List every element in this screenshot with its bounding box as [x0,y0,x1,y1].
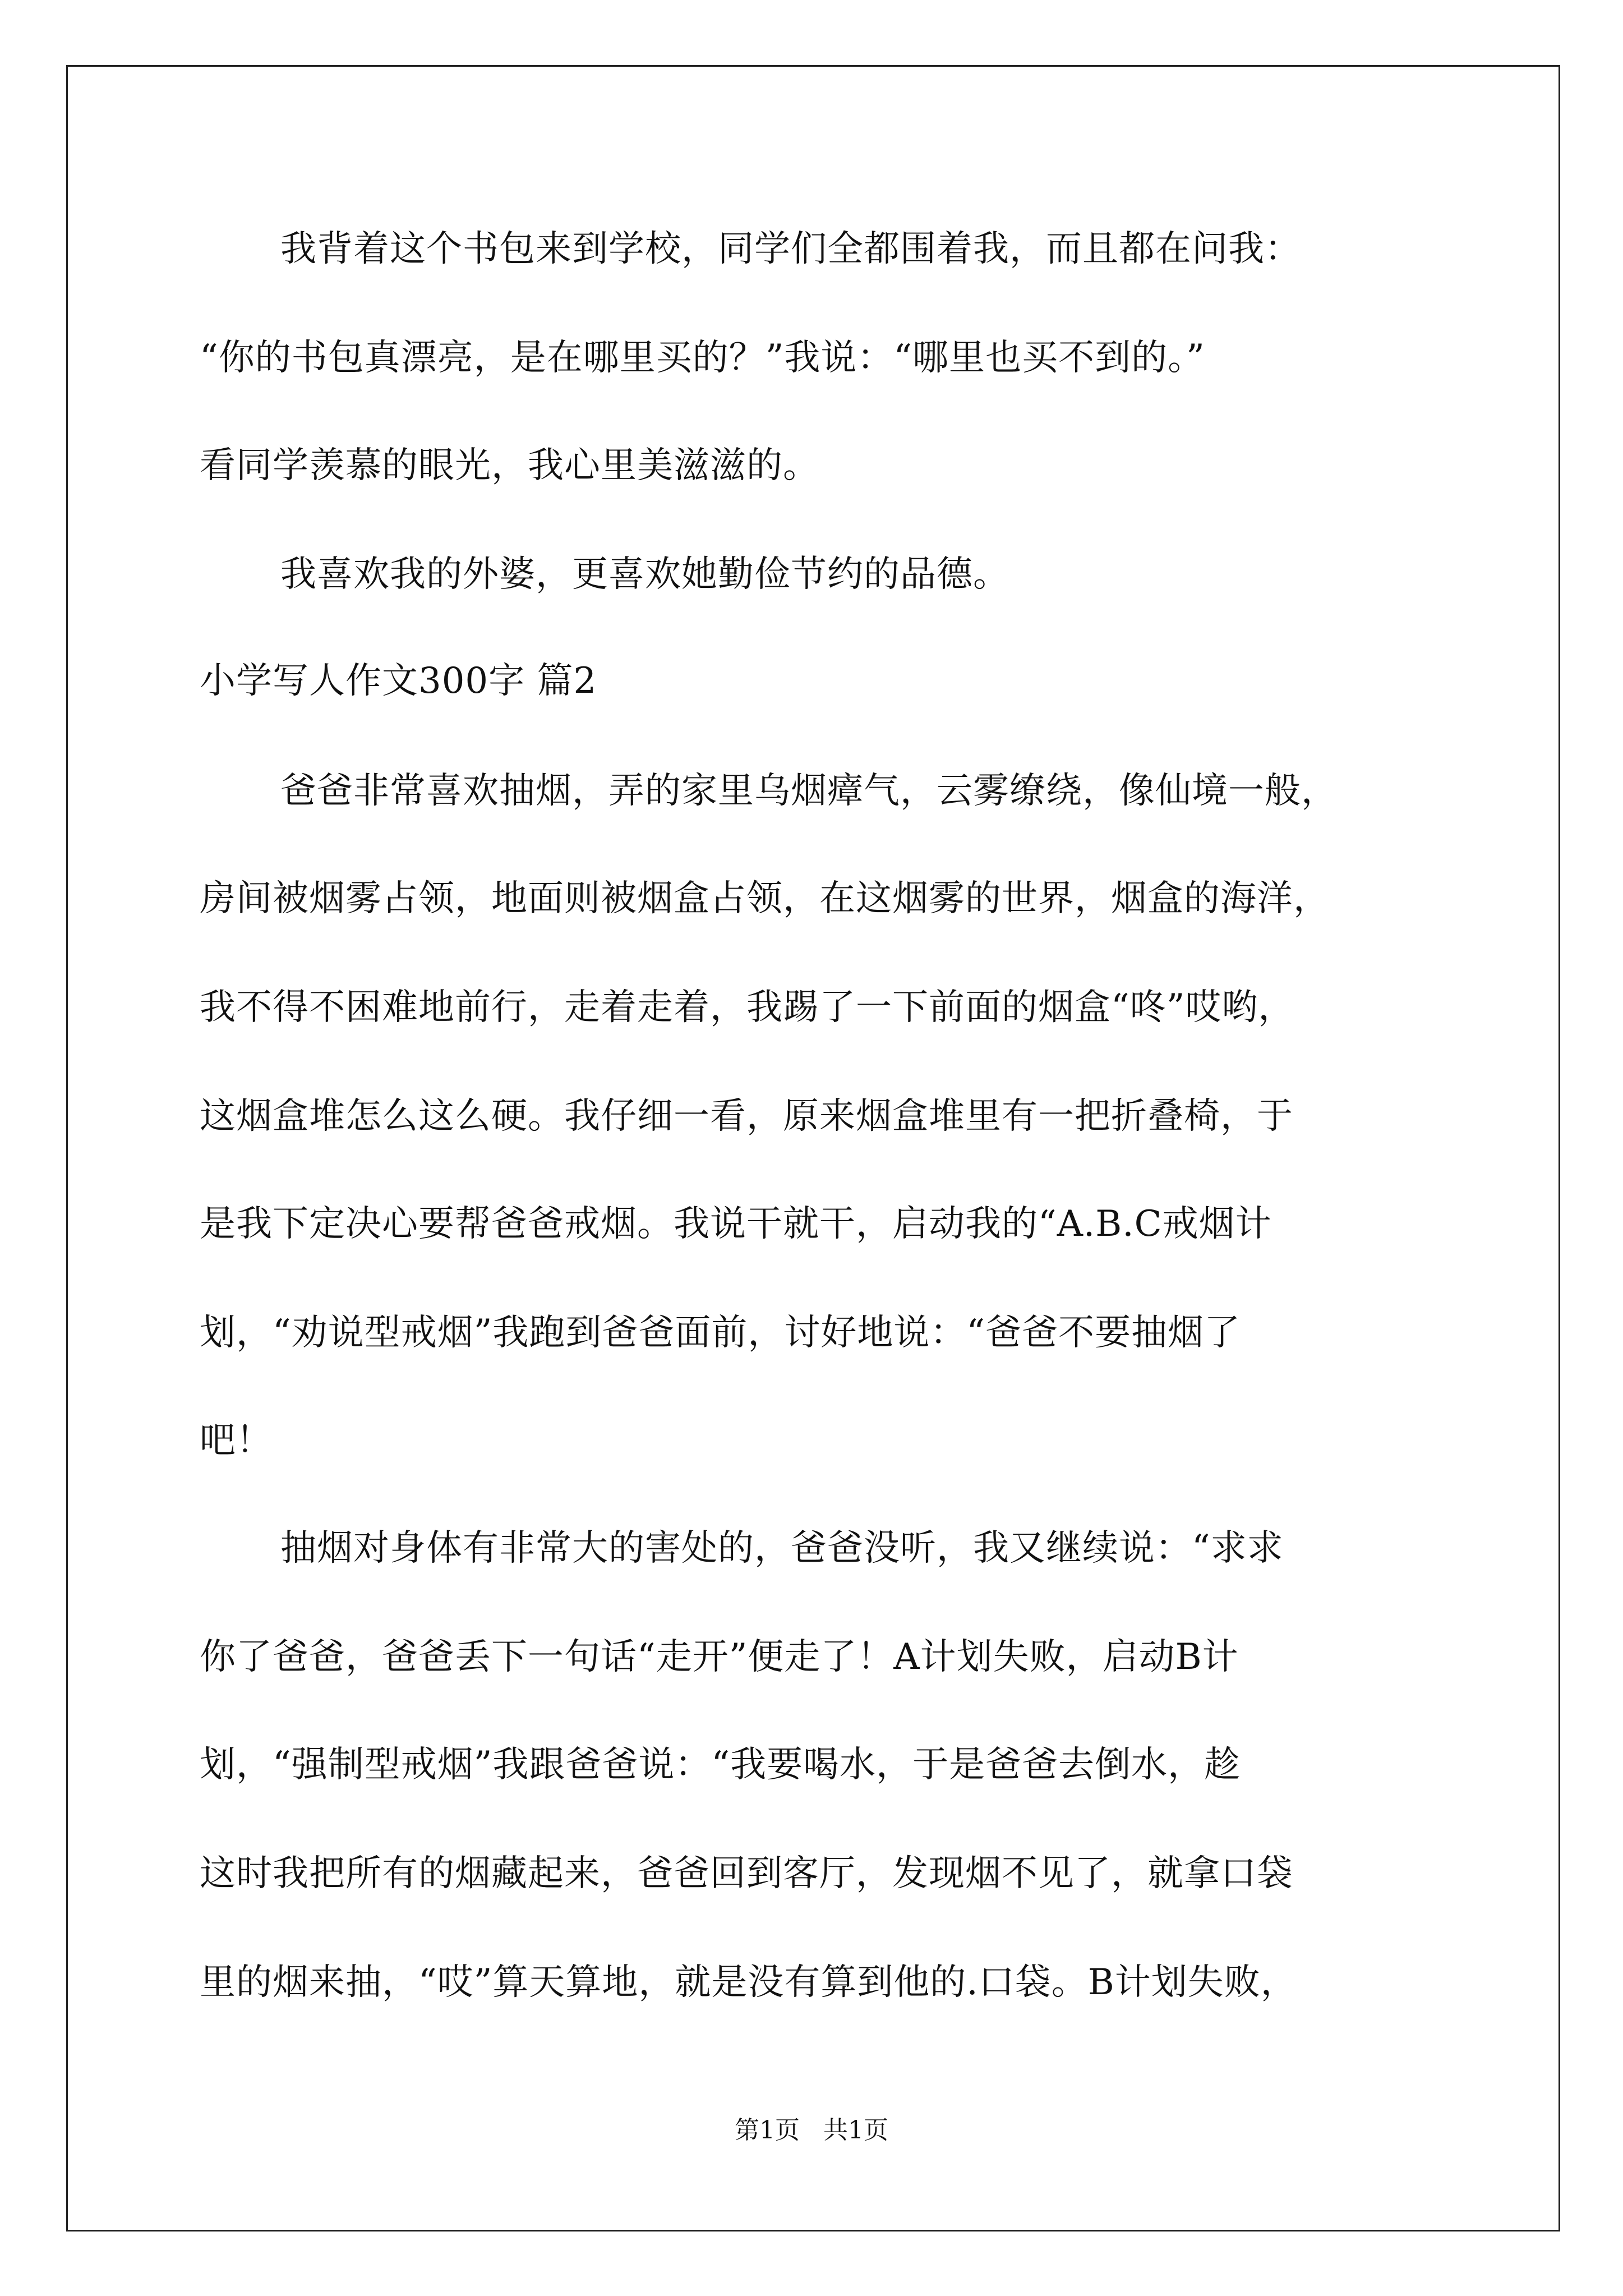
text-line: 我喜欢我的外婆，更喜欢她勤俭节约的品德。 [280,554,1009,595]
page-number-footer: 第1页 共1页 [735,2116,888,2145]
text-line: 里的烟来抽，“哎”算天算地，就是没有算到他的.口袋。B计划失败， [200,1962,1297,2003]
text-line: 是我下定决心要帮爸爸戒烟。我说干就干，启动我的“A.B.C戒烟计 [200,1203,1272,1245]
text-line: 我背着这个书包来到学校，同学们全都围着我，而且都在问我： [280,228,1301,270]
text-line: 吧！ [200,1420,273,1461]
text-line: 我不得不困难地前行，走着走着，我踢了一下前面的烟盒“咚”哎哟， [200,987,1295,1028]
page-border [66,65,1560,2231]
text-line: 划，“强制型戒烟”我跟爸爸说：“我要喝水，于是爸爸去倒水，趁 [200,1744,1241,1786]
text-line: 你了爸爸，爸爸丢下一句话“走开”便走了！A计划失败，启动B计 [200,1636,1239,1678]
text-line: 这时我把所有的烟藏起来，爸爸回到客厅，发现烟不见了，就拿口袋 [200,1853,1293,1894]
text-line: 这烟盒堆怎么这么硬。我仔细一看，原来烟盒堆里有一把折叠椅，于 [200,1096,1293,1137]
text-line: 爸爸非常喜欢抽烟，弄的家里乌烟瘴气，云雾缭绕，像仙境一般， [280,770,1338,812]
text-line: 划，“劝说型戒烟”我跑到爸爸面前，讨好地说：“爸爸不要抽烟了 [200,1312,1241,1354]
text-line: “你的书包真漂亮，是在哪里买的？”我说：“哪里也买不到的。” [200,337,1205,379]
text-line: 抽烟对身体有非常大的害处的，爸爸没听，我又继续说：“求求 [280,1527,1284,1569]
text-line: 房间被烟雾占领，地面则被烟盒占领，在这烟雾的世界，烟盒的海洋， [200,878,1330,919]
section-heading: 小学写人作文300字 篇2 [200,660,597,702]
text-line: 看同学羡慕的眼光，我心里美滋滋的。 [200,445,819,486]
